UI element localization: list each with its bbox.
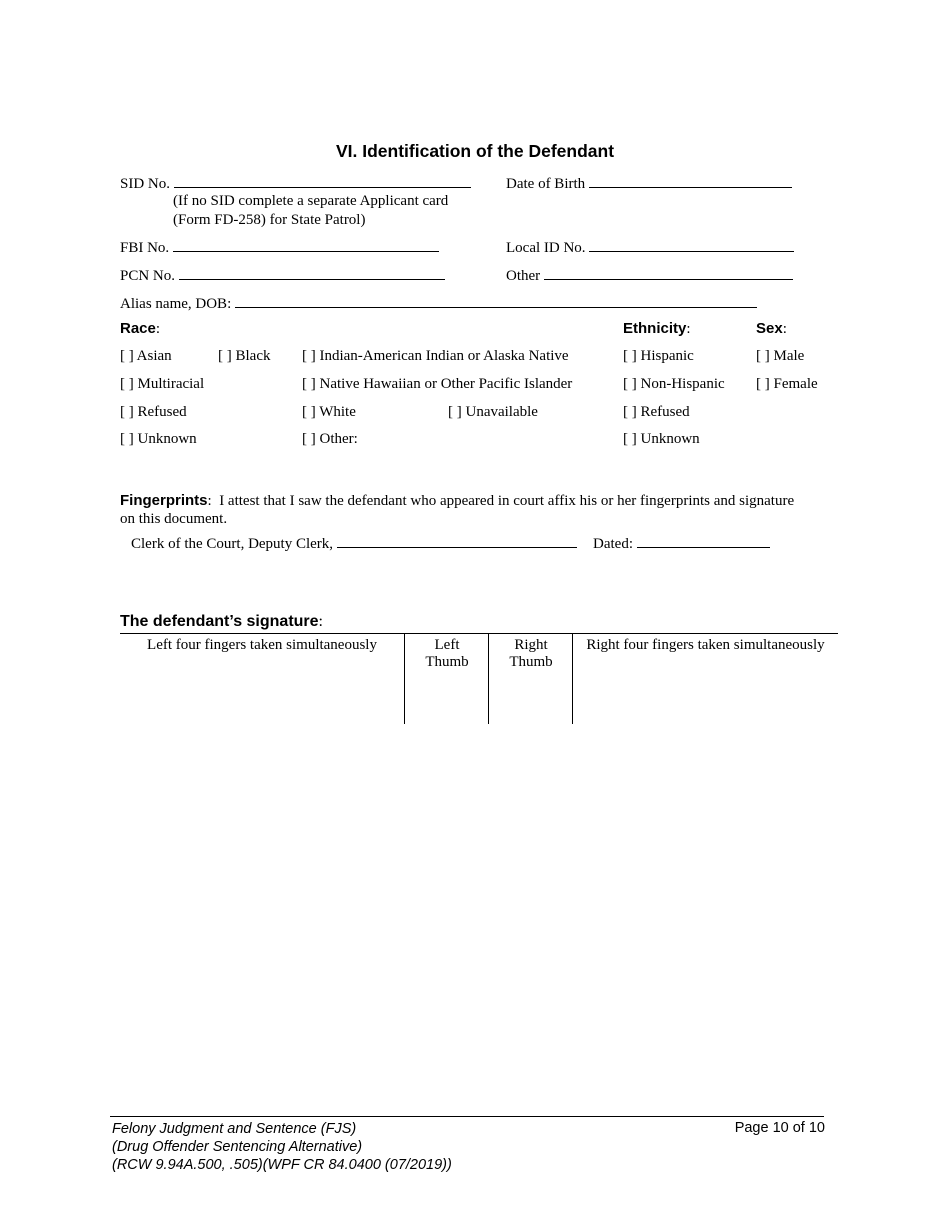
sex-heading: Sex: bbox=[756, 320, 787, 337]
pcn-input-line[interactable] bbox=[179, 267, 445, 280]
section-title: VI. Identification of the Defendant bbox=[335, 141, 615, 161]
sex-option-female[interactable]: [ ] Female bbox=[756, 376, 818, 392]
race-option-indian[interactable]: [ ] Indian-American Indian or Alaska Native bbox=[302, 348, 569, 364]
sid-note-1: (If no SID complete a separate Applicant card bbox=[173, 193, 449, 209]
footer-form-info bbox=[112, 1120, 452, 1174]
race-option-unavailable[interactable]: [ ] Unavailable bbox=[448, 404, 538, 420]
local-id-input-line[interactable] bbox=[589, 239, 794, 252]
local-id-label: Local ID No. bbox=[506, 240, 586, 256]
right-four-fingers-label: Right four fingers taken simultaneously bbox=[586, 637, 825, 653]
right-thumb-label-1: Right bbox=[514, 637, 548, 653]
dob-label: Date of Birth bbox=[506, 176, 586, 192]
left-thumb-label-1: Left bbox=[434, 637, 460, 653]
race-option-refused[interactable]: [ ] Refused bbox=[120, 404, 187, 420]
footer-rule bbox=[110, 1116, 824, 1117]
fingerprints-text-2: on this document. bbox=[120, 511, 228, 527]
left-four-fingers-cell[interactable] bbox=[120, 634, 404, 724]
ethnicity-option-refused[interactable]: [ ] Refused bbox=[623, 404, 690, 420]
fbi-field[interactable] bbox=[120, 239, 439, 257]
right-thumb-label-2: Thumb bbox=[509, 654, 553, 670]
alias-field[interactable] bbox=[120, 295, 757, 313]
right-thumb-cell[interactable] bbox=[489, 634, 573, 724]
defendant-signature-heading: The defendant’s signature: bbox=[120, 613, 323, 630]
ethnicity-heading: Ethnicity: bbox=[623, 320, 691, 337]
race-option-multiracial[interactable]: [ ] Multiracial bbox=[120, 376, 205, 392]
other-id-field[interactable] bbox=[506, 267, 793, 285]
ethnicity-option-unknown[interactable]: [ ] Unknown bbox=[623, 431, 700, 447]
sid-note-2: (Form FD-258) for State Patrol) bbox=[173, 212, 366, 228]
fingerprint-table bbox=[120, 633, 838, 724]
sid-field[interactable] bbox=[120, 175, 471, 193]
fingerprints-attestation: Fingerprints: I attest that I saw the defendant who appeared in court affix his or her fingerprints and signature bbox=[120, 492, 795, 509]
dob-input-line[interactable] bbox=[589, 175, 792, 188]
pcn-field[interactable] bbox=[120, 267, 445, 285]
race-option-unknown[interactable]: [ ] Unknown bbox=[120, 431, 197, 447]
page-number: Page 10 of 10 bbox=[734, 1120, 825, 1136]
fingerprints-heading: Fingerprints bbox=[120, 492, 208, 509]
dated-label: Dated: bbox=[593, 536, 633, 552]
sid-label: SID No. bbox=[120, 176, 171, 192]
clerk-signature-line[interactable] bbox=[337, 535, 577, 548]
race-option-asian[interactable]: [ ] Asian bbox=[120, 348, 172, 364]
ethnicity-option-hispanic[interactable]: [ ] Hispanic bbox=[623, 348, 694, 364]
sex-option-male[interactable]: [ ] Male bbox=[756, 348, 805, 364]
left-thumb-label-2: Thumb bbox=[425, 654, 469, 670]
footer-line-2: (Drug Offender Sentencing Alternative) bbox=[112, 1139, 363, 1155]
alias-input-line[interactable] bbox=[235, 295, 757, 308]
dated-input-line[interactable] bbox=[637, 535, 770, 548]
ethnicity-option-non-hispanic[interactable]: [ ] Non-Hispanic bbox=[623, 376, 725, 392]
race-option-white[interactable]: [ ] White bbox=[302, 404, 356, 420]
clerk-label: Clerk of the Court, Deputy Clerk, bbox=[131, 536, 334, 552]
right-four-fingers-cell[interactable] bbox=[573, 634, 838, 724]
left-four-fingers-label: Left four fingers taken simultaneously bbox=[147, 637, 377, 653]
dob-field[interactable] bbox=[506, 175, 792, 193]
clerk-signature-field[interactable] bbox=[131, 535, 577, 553]
race-option-other[interactable]: [ ] Other: bbox=[302, 431, 358, 447]
alias-label: Alias name, DOB: bbox=[120, 296, 232, 312]
local-id-field[interactable] bbox=[506, 239, 794, 257]
other-id-label: Other bbox=[506, 268, 541, 284]
other-id-input-line[interactable] bbox=[544, 267, 793, 280]
footer-line-3: (RCW 9.94A.500, .505)(WPF CR 84.0400 (07/2019)) bbox=[112, 1157, 452, 1173]
fingerprints-text-1: I attest that I saw the defendant who appeared in court affix his or her fingerprints and signature bbox=[219, 493, 795, 509]
race-option-black[interactable]: [ ] Black bbox=[218, 348, 271, 364]
race-heading: Race: bbox=[120, 320, 161, 337]
race-option-hawaiian[interactable]: [ ] Native Hawaiian or Other Pacific Islander bbox=[302, 376, 573, 392]
fbi-input-line[interactable] bbox=[173, 239, 439, 252]
footer-line-1: Felony Judgment and Sentence (FJS) bbox=[112, 1121, 357, 1137]
left-thumb-cell[interactable] bbox=[405, 634, 489, 724]
sid-input-line[interactable] bbox=[174, 175, 471, 188]
dated-field[interactable] bbox=[593, 535, 770, 553]
fbi-label: FBI No. bbox=[120, 240, 170, 256]
pcn-label: PCN No. bbox=[120, 268, 176, 284]
